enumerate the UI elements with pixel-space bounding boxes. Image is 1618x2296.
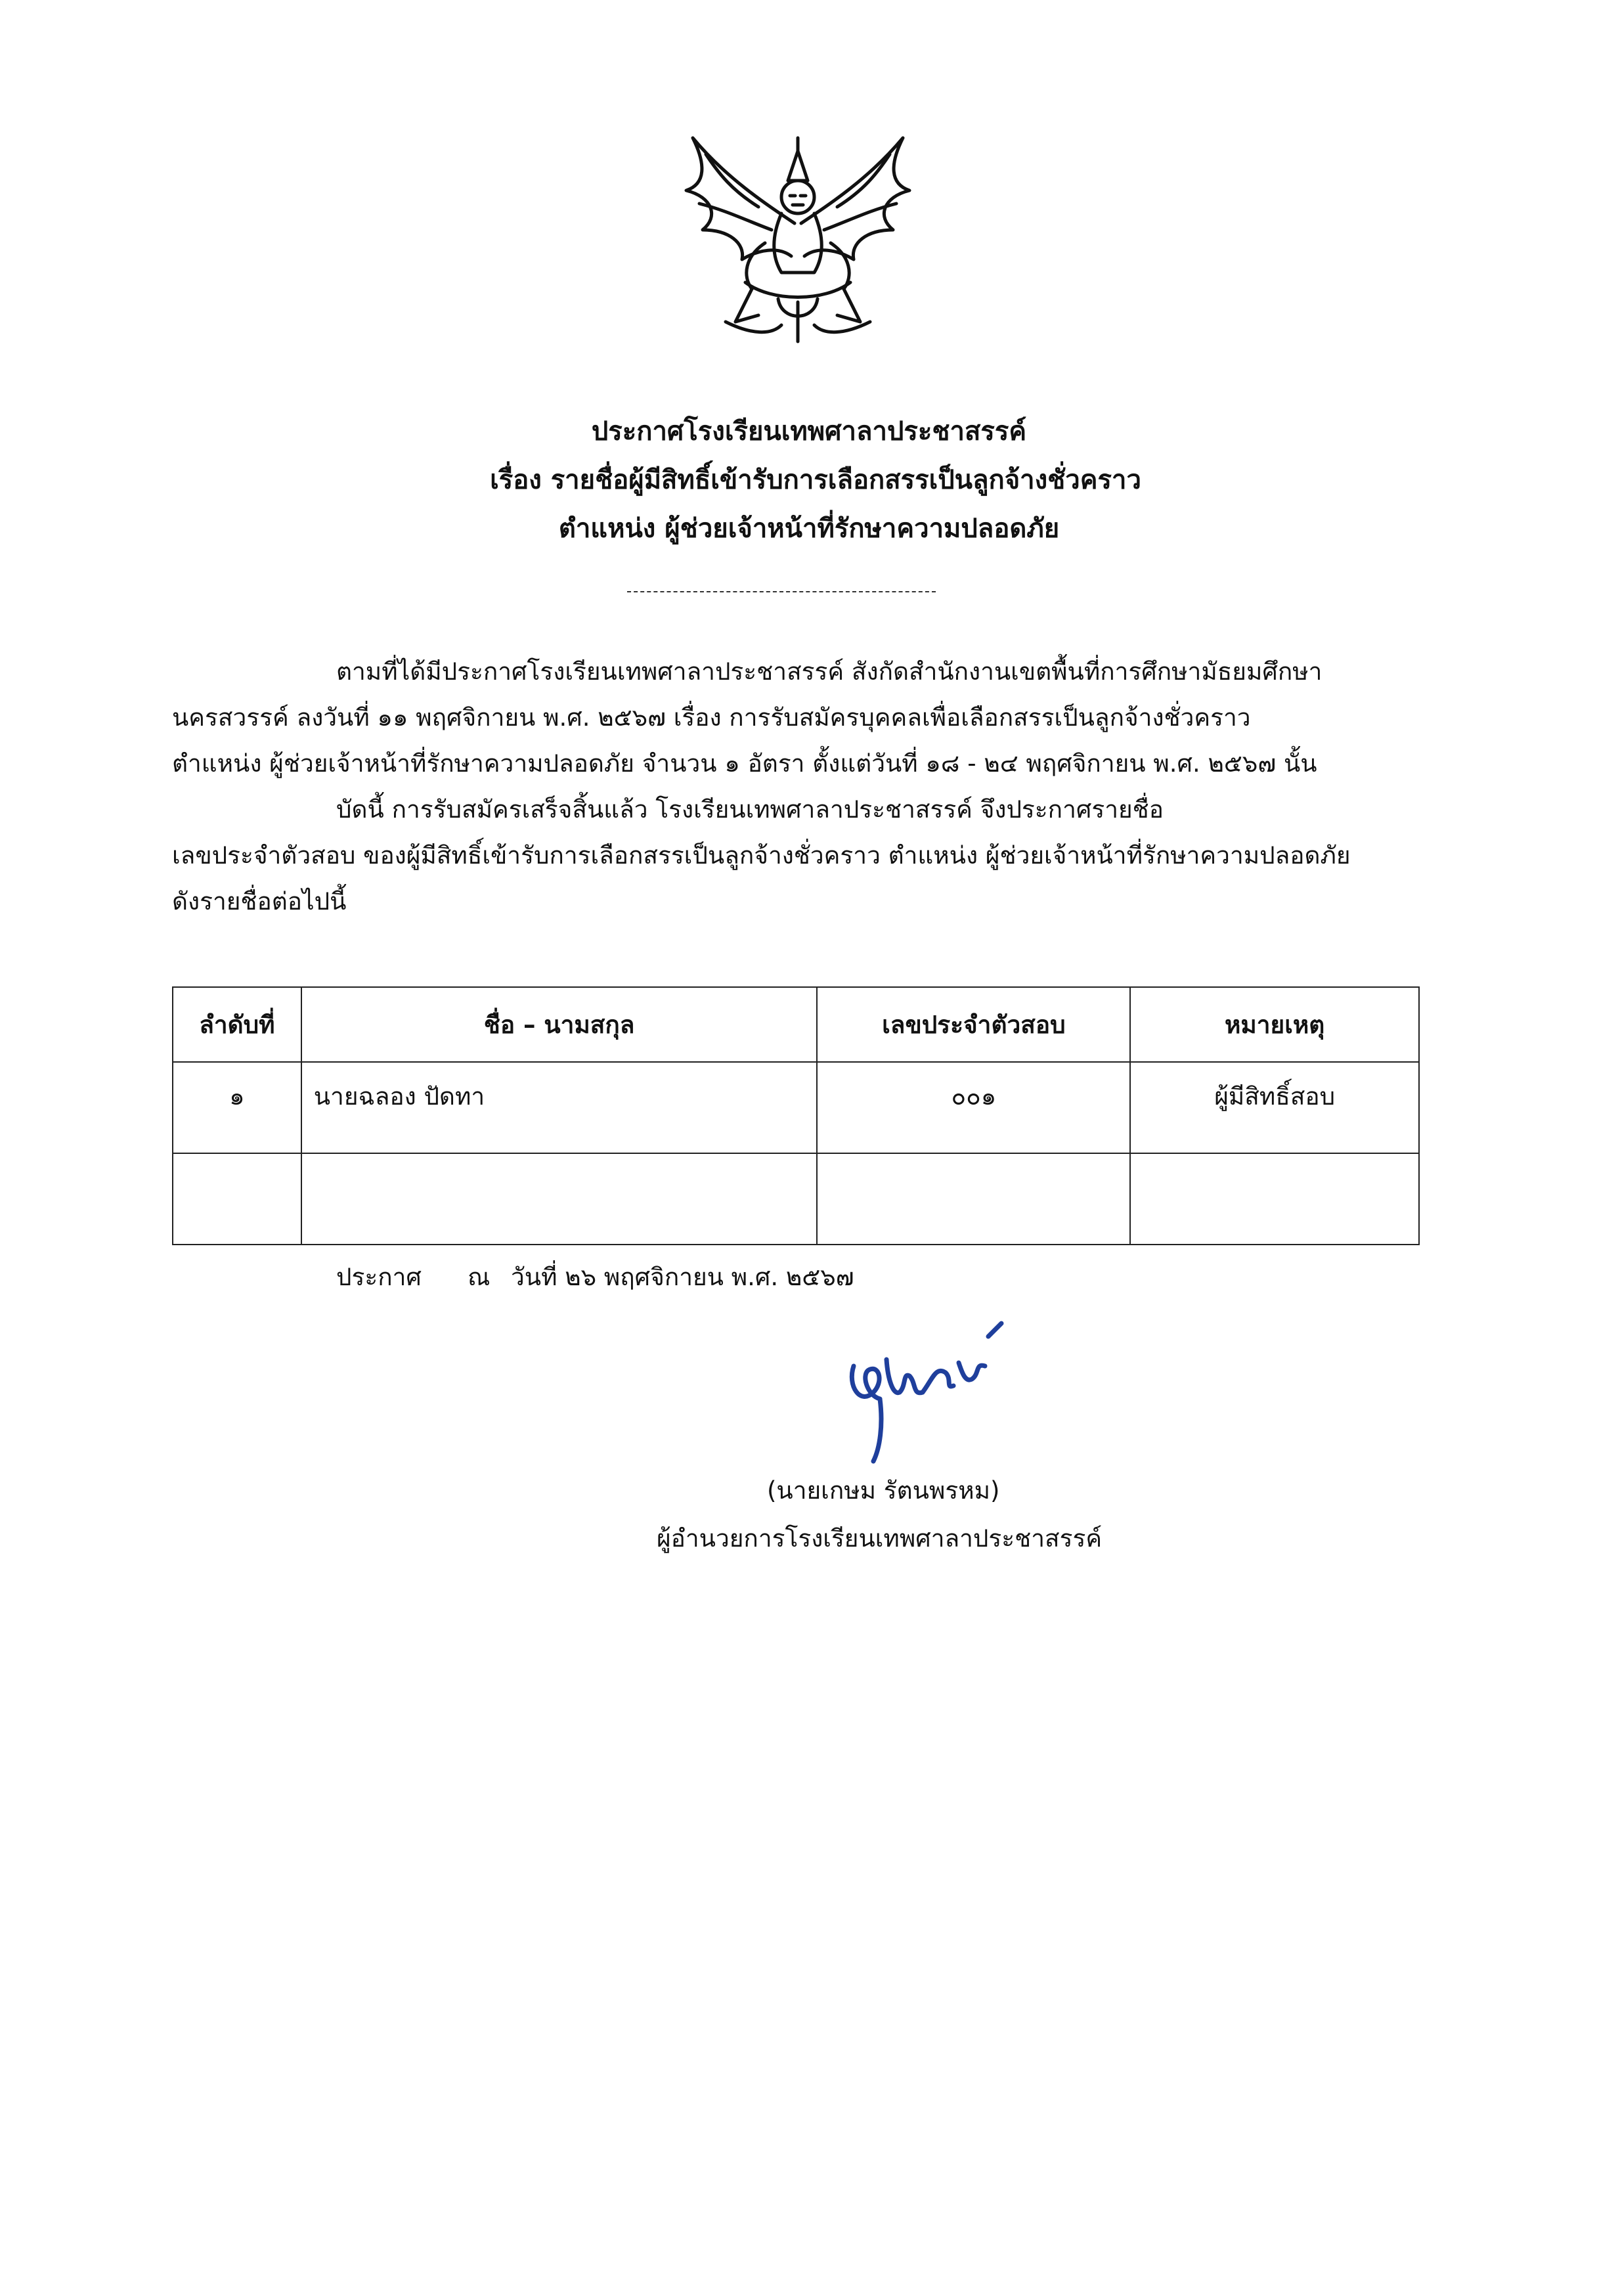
- title-separator: [627, 591, 936, 592]
- paragraph-2-line-3: ดังรายชื่อต่อไปนี้: [172, 887, 347, 916]
- candidate-table: [172, 986, 1420, 1245]
- announce-label: ประกาศ: [336, 1263, 422, 1291]
- paragraph-1-line-1: ตามที่ได้มีประกาศโรงเรียนเทพศาลาประชาสรรค์ สังกัดสำนักงานเขตพื้นที่การศึกษามัธยมศึกษา: [336, 657, 1323, 686]
- cell-remark: [1130, 1153, 1419, 1245]
- title-line-2: เรื่อง รายชื่อผู้มีสิทธิ์เข้ารับการเลือกสรรเป็นลูกจ้างชั่วคราว: [490, 465, 1141, 495]
- header-name: ชื่อ – นามสกุล: [301, 987, 818, 1062]
- header-remark: หมายเหตุ: [1130, 987, 1419, 1062]
- document-title: [0, 407, 1618, 553]
- title-line-1: ประกาศโรงเรียนเทพศาลาประชาสรรค์: [591, 416, 1027, 447]
- table-header-row: [173, 987, 1419, 1062]
- title-line-3: ตำแหน่ง ผู้ช่วยเจ้าหน้าที่รักษาความปลอดภัย: [558, 514, 1060, 544]
- announce-at: ณ: [468, 1263, 491, 1291]
- paragraph-2-line-2: เลขประจำตัวสอบ ของผู้มีสิทธิ์เข้ารับการเลือกสรรเป็นลูกจ้างชั่วคราว ตำแหน่ง ผู้ช่วยเจ้าหน้าที่รักษาความปลอดภัย: [172, 841, 1351, 870]
- header-order: ลำดับที่: [173, 987, 301, 1062]
- paragraph-1-line-3: ตำแหน่ง ผู้ช่วยเจ้าหน้าที่รักษาความปลอดภัย จำนวน ๑ อัตรา ตั้งแต่วันที่ ๑๘ - ๒๔ พฤศจิกายน พ.ศ. ๒๕๖๗ นั้น: [172, 749, 1317, 778]
- cell-remark: ผู้มีสิทธิ์สอบ: [1130, 1062, 1419, 1153]
- header-exam-id: เลขประจำตัวสอบ: [817, 987, 1130, 1062]
- paragraph-2-line-1: บัดนี้ การรับสมัครเสร็จสิ้นแล้ว โรงเรียนเทพศาลาประชาสรรค์ จึงประกาศรายชื่อ: [336, 795, 1164, 824]
- paragraph-1-line-2: นครสวรรค์ ลงวันที่ ๑๑ พฤศจิกายน พ.ศ. ๒๕๖๗ เรื่อง การรับสมัครบุคคลเพื่อเลือกสรรเป็นลูกจ้างชั่วคราว: [172, 703, 1251, 732]
- cell-order: [173, 1153, 301, 1245]
- cell-order: ๑: [173, 1062, 301, 1153]
- signatory-name: (นายเกษม รัตนพรหม): [767, 1476, 1000, 1505]
- garuda-emblem: [667, 125, 929, 361]
- table-row: [173, 1153, 1419, 1245]
- signature: [834, 1320, 1031, 1478]
- cell-exam-id: ๐๐๑: [817, 1062, 1130, 1153]
- table-row: [173, 1062, 1419, 1153]
- cell-name: นายฉลอง ปัดทา: [301, 1062, 818, 1153]
- signatory-position: ผู้อำนวยการโรงเรียนเทพศาลาประชาสรรค์: [657, 1524, 1103, 1553]
- cell-name: [301, 1153, 818, 1245]
- cell-exam-id: [817, 1153, 1130, 1245]
- announce-date: วันที่ ๒๖ พฤศจิกายน พ.ศ. ๒๕๖๗: [511, 1263, 854, 1291]
